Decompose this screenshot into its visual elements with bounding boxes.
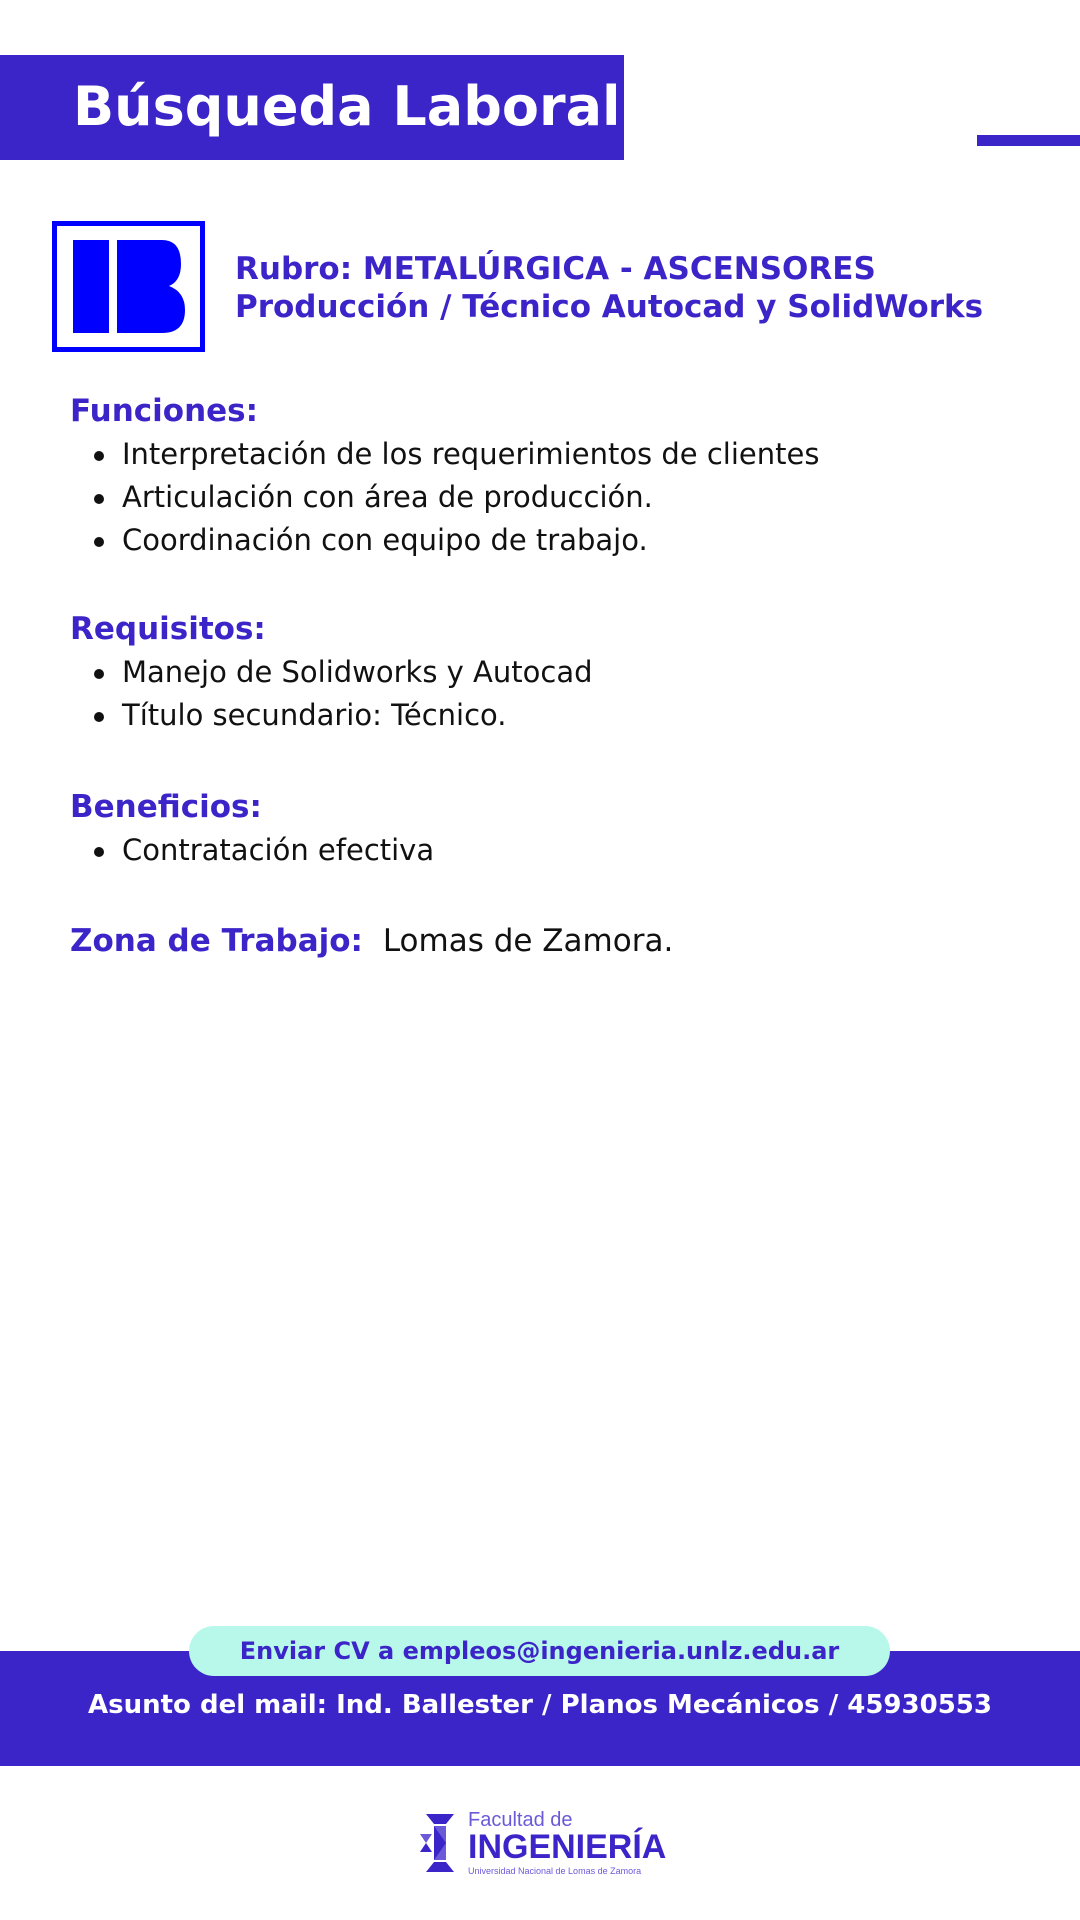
beneficios-section	[70, 785, 434, 872]
institution-line2: INGENIERÍA	[468, 1828, 667, 1866]
section-title: Requisitos:	[70, 611, 266, 647]
list-item: Contratación efectiva	[70, 829, 434, 872]
section-title: Beneficios:	[70, 789, 262, 825]
facultad-ingenieria-logo	[418, 1808, 667, 1878]
accent-line	[977, 135, 1080, 146]
requisitos-list	[70, 651, 593, 737]
zona-label: Zona de Trabajo:	[70, 923, 363, 959]
zona-value: Lomas de Zamora.	[382, 923, 674, 959]
beneficios-list	[70, 829, 434, 872]
zona-de-trabajo	[70, 918, 673, 964]
rubro-line: Rubro: METALÚRGICA - ASCENSORES	[235, 251, 876, 287]
institution-line3: Universidad Nacional de Lomas de Zamora	[468, 1866, 642, 1876]
list-item: Coordinación con equipo de trabajo.	[70, 519, 819, 562]
email-subject-text: Asunto del mail: Ind. Ballester / Planos Mecánicos / 45930553	[88, 1690, 992, 1720]
job-heading	[235, 250, 983, 326]
list-item: Título secundario: Técnico.	[70, 694, 593, 737]
list-item: Articulación con área de producción.	[70, 476, 819, 519]
company-ib-logo-icon	[52, 221, 205, 352]
send-cv-email-link[interactable]: Enviar CV a empleos@ingenieria.unlz.edu.ar	[189, 1626, 890, 1676]
list-item: Manejo de Solidworks y Autocad	[70, 651, 593, 694]
page-title: Búsqueda Laboral	[73, 75, 621, 138]
funciones-section	[70, 389, 819, 562]
requisitos-section	[70, 607, 593, 737]
ingenieria-emblem-icon	[418, 1810, 460, 1876]
institution-line1: Facultad de	[468, 1809, 573, 1831]
section-title: Funciones:	[70, 393, 259, 429]
list-item: Interpretación de los requerimientos de clientes	[70, 433, 819, 476]
funciones-list	[70, 433, 819, 562]
puesto-line: Producción / Técnico Autocad y SolidWorks	[235, 289, 984, 325]
